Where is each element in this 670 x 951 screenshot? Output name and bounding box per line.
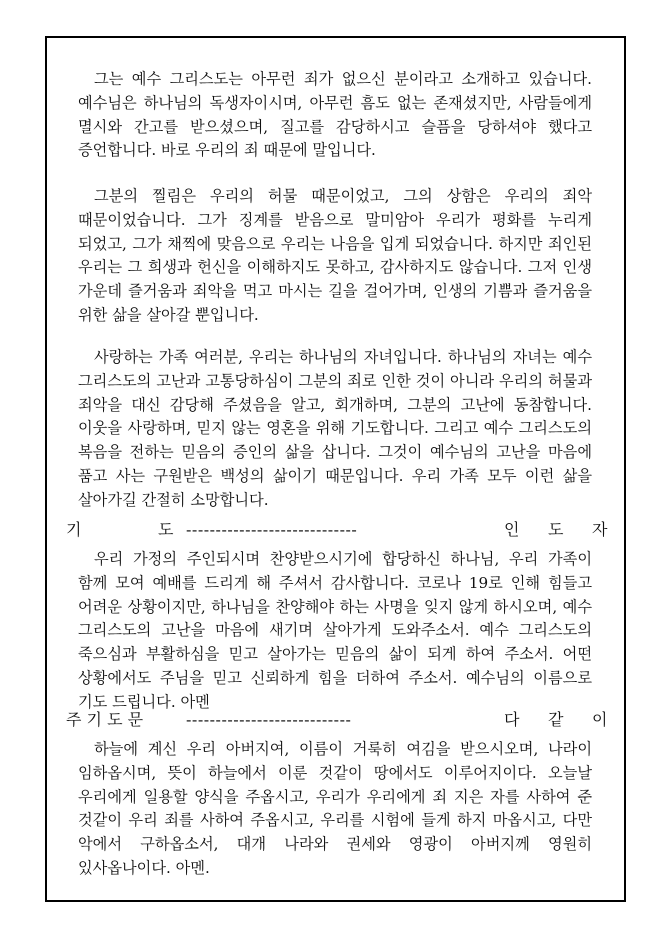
lords-prayer-title: 주 기 도 문 [66, 710, 144, 729]
prayer-leader-char-3: 자 [592, 520, 608, 539]
lords-prayer-leader-char-2: 같 [548, 710, 564, 729]
prayer-heading [64, 517, 608, 543]
lords-prayer-heading [64, 707, 608, 733]
lords-prayer-leader-char-1: 다 [504, 710, 520, 729]
prayer-leader-char-1: 인 [504, 520, 520, 539]
prayer-heading-dashes: ----------------------------- [186, 520, 358, 539]
paragraph-1: 그는 예수 그리스도는 아무런 죄가 없으신 분이라고 소개하고 있습니다. 예수님은 하나님의 독생자이시며, 아무런 흠도 없는 존재셨지만, 사람들에게 멸시와 간고를 받으셨으며, 질고를 감당하시고 슬픔을 당하셔야 했다고 증언합니다. 바로 우리의 죄 때문에 말입니다. [78, 70, 592, 160]
prayer-text: 우리 가정의 주인되시며 찬양받으시기에 합당하신 하나님, 우리 가족이 함께 모여 예배를 드리게 해 주셔서 감사합니다. 코로나 19로 인해 힘들고 어려운 상황이지만, 하나님을 찬양해야 하는 사명을 잊지 않게 하시오며, 예수 그리스도의 고난을 마음에 새기며 살아가게 도와주소서. 예수 그리스도의 죽으심과 부활하심을 믿고 살아가는 믿음의 삶이 되게 하여 주소서. 어떤 상황에서도 주님을 믿고 신뢰하게 힘을 더하여 주소서. 예수님의 이름으로 기도 드립니다. 아멘 [78, 550, 592, 711]
paragraph-2: 그분의 찔림은 우리의 허물 때문이었고, 그의 상함은 우리의 죄악 때문이었습니다. 그가 징계를 받음으로 말미암아 우리가 평화를 누리게 되었고, 그가 채찍에 맞음으로 우리는 나음을 입게 되었습니다. 하지만 죄인된 우리는 그 희생과 헌신을 이해하지도 못하고, 감사하지도 않습니다. 그저 인생 가운데 즐거움과 죄악을 먹고 마시는 길을 걸어가며, 인생의 기쁨과 즐거움을 위한 삶을 살아갈 뿐입니다. [78, 187, 592, 324]
paragraph-3: 사랑하는 가족 여러분, 우리는 하나님의 자녀입니다. 하나님의 자녀는 예수 그리스도의 고난과 고통당하심이 그분의 죄로 인한 것이 아니라 우리의 허물과 죄악을 대신 감당해 주셨음을 알고, 회개하며, 그분의 고난에 동참합니다. 이웃을 사랑하며, 믿지 않는 영혼을 위해 기도합니다. 그리고 예수 그리스도의 복음을 전하는 믿음의 증인의 삶을 삽니다. 그것이 예수님의 고난을 마음에 품고 사는 구원받은 백성의 삶이기 때문입니다. 우리 가족 모두 이런 삶을 살아가길 간절히 소망합니다. [78, 348, 592, 509]
lords-prayer-text: 하늘에 계신 우리 아버지여, 이름이 거룩히 여김을 받으시오며, 나라이 임하옵시며, 뜻이 하늘에서 이룬 것같이 땅에서도 이루어지이다. 오늘날 우리에게 일용할 양식을 주옵시고, 우리가 우리에게 죄 지은 자를 사하여 준 것같이 우리 죄를 사하여 주옵시고, 우리를 시험에 들게 하지 마옵시고, 다만 악에서 구하옵소서, 대개 나라와 권세와 영광이 아버지께 영원히 있사옵나이다. 아멘. [78, 740, 592, 877]
lords-prayer-heading-dashes: ---------------------------- [186, 710, 352, 729]
lords-prayer-leader-char-3: 이 [592, 710, 608, 729]
prayer-leader-char-2: 도 [548, 520, 564, 539]
prayer-title-char-2: 도 [158, 520, 174, 539]
prayer-title-char-1: 기 [66, 520, 82, 539]
